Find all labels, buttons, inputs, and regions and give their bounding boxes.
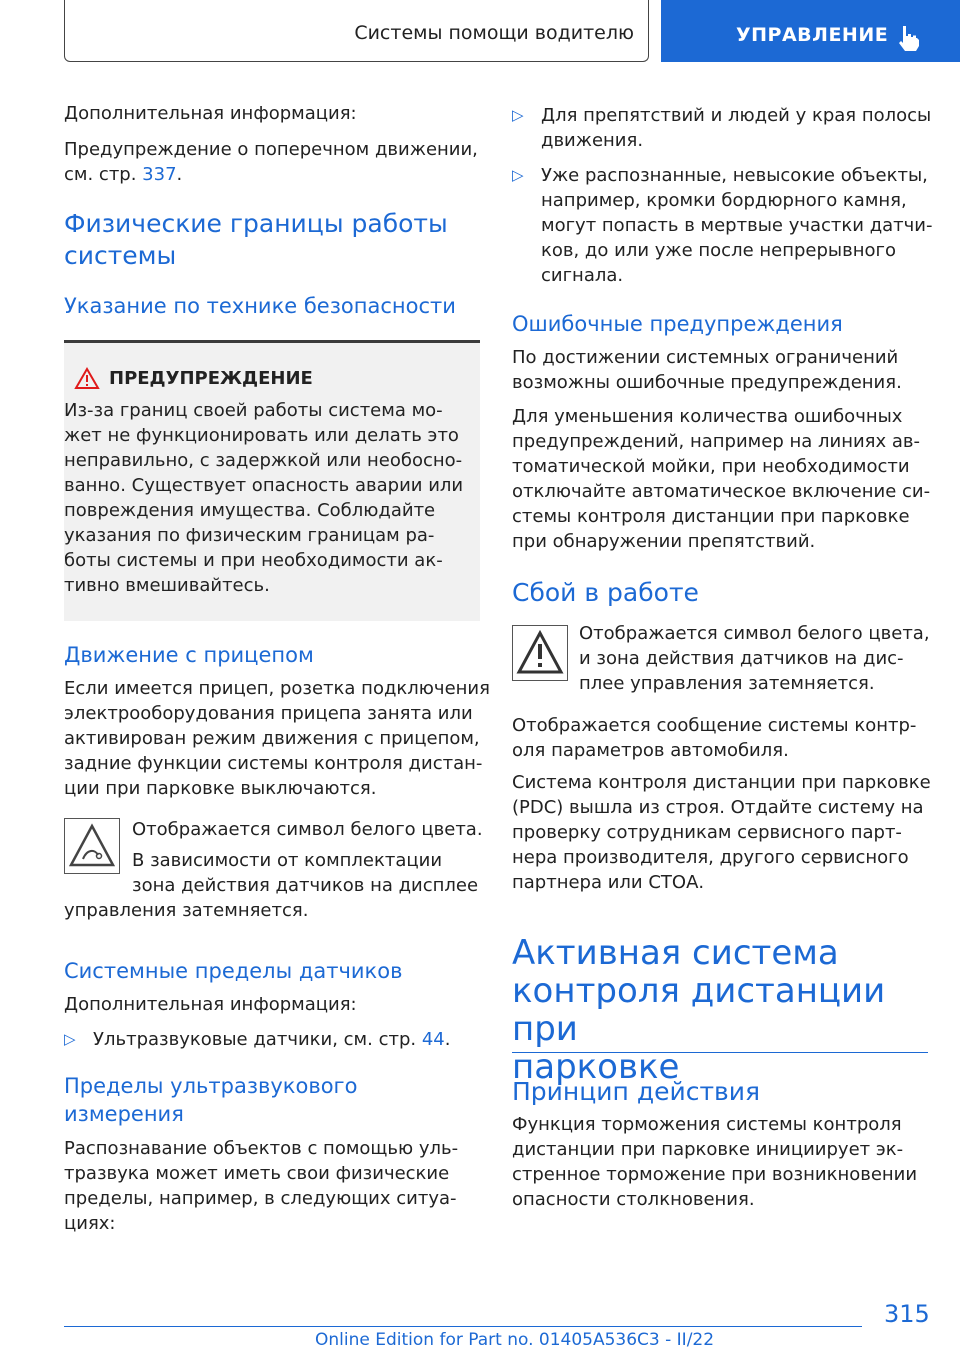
bullet-triangle-icon: ▷	[64, 1030, 76, 1048]
text-line: Система контроля дистанции при парковке	[512, 772, 931, 793]
intro-ref-end: .	[176, 164, 183, 185]
warning-line: указания по физическим границам ра-	[64, 525, 435, 546]
principle-paragraph	[512, 1112, 917, 1212]
intro-ref-text: см. стр.	[64, 164, 143, 185]
heading-safety-note: Указание по технике безопасности	[64, 294, 456, 318]
text-line: активирован режим движения с прицепом,	[64, 728, 480, 749]
warning-text	[64, 398, 463, 598]
heading-physical-limits-line-2: системы	[64, 241, 177, 270]
heading-false-warnings: Ошибочные предупреждения	[512, 312, 843, 336]
text-line: Если имеется прицеп, розетка подключения	[64, 678, 490, 699]
bullet-triangle-icon: ▷	[512, 166, 524, 184]
warning-line: жет не функционировать или делать это	[64, 425, 459, 446]
text-line: партнера или СТОА.	[512, 872, 705, 893]
intro-paragraph-1: Дополнительная информация:	[64, 103, 357, 124]
text-line: движения.	[541, 130, 644, 151]
header-section-title: Системы помощи водителю	[354, 22, 634, 44]
text-line: дистанции при парковке инициирует эк-	[512, 1139, 904, 1160]
warning-line: повреждения имущества. Соблюдайте	[64, 500, 436, 521]
text-line: ков, до или уже после непрерывного	[541, 240, 896, 261]
footer-rule	[64, 1326, 862, 1327]
text-line: предупреждений, например на линиях ав-	[512, 431, 920, 452]
trailer-paragraph	[64, 676, 490, 801]
intro-paragraph-2-line-1: Предупреждение о поперечном движении,	[64, 139, 478, 160]
heading-line: контроля дистанции при	[512, 971, 886, 1049]
text-line: Распознавание объектов с помощью уль-	[64, 1138, 459, 1159]
text-line: задние функции системы контроля дистан-	[64, 753, 483, 774]
heading-sensor-limits: Системные пределы датчиков	[64, 959, 403, 983]
trailer-warning-icon	[64, 818, 120, 874]
page-link-337[interactable]: 337	[142, 164, 177, 185]
bullet-triangle-icon: ▷	[512, 106, 524, 124]
malfunction-paragraph-2	[512, 713, 916, 763]
text-line: Уже распознанные, невысокие объекты,	[541, 165, 928, 186]
trailer-icon-text-1: Отображается символ белого цвета.	[132, 819, 483, 840]
page-number: 315	[884, 1300, 930, 1328]
hand-pointer-icon	[895, 24, 921, 52]
heading-underline	[512, 1052, 928, 1053]
header-section-tab	[64, 0, 649, 62]
warning-box	[64, 340, 480, 621]
warning-line: Из-за границ своей работы система мо-	[64, 400, 443, 421]
header-chapter-tab	[661, 0, 960, 62]
text-line: тразвука может иметь свои физические	[64, 1163, 450, 1184]
text-line: сигнала.	[541, 265, 624, 286]
header-chapter-title: УПРАВЛЕНИЕ	[736, 24, 889, 46]
text-line: плее управления затемняется.	[579, 673, 875, 694]
text-line: отключайте автоматическое включение си-	[512, 481, 931, 502]
heading-physical-limits-line-1: Физические границы работы	[64, 209, 448, 238]
warning-title: ПРЕДУПРЕЖДЕНИЕ	[109, 368, 313, 389]
text-line: нера производителя, другого сервисного	[512, 847, 909, 868]
sensor-bullet-end: .	[444, 1029, 451, 1050]
warning-line: боты системы и при необходимости ак-	[64, 550, 443, 571]
heading-operating-principle: Принцип действия	[512, 1077, 761, 1106]
heading-line: Активная система	[512, 933, 839, 973]
text-line: По достижении системных ограничений	[512, 347, 899, 368]
trailer-icon-text-2c: управления затемняется.	[64, 900, 309, 921]
text-line: и зона действия датчиков на дис-	[579, 648, 904, 669]
false-warnings-paragraph-2	[512, 404, 930, 554]
text-line: (PDC) вышла из строя. Отдайте систему на	[512, 797, 924, 818]
text-line: проверку сотрудникам сервисного парт-	[512, 822, 902, 843]
text-line: Отображается символ белого цвета,	[579, 623, 930, 644]
footer-edition: Online Edition for Part no. 01405A536C3 - II/22	[315, 1330, 715, 1350]
false-warnings-paragraph-1	[512, 345, 902, 395]
text-line: стемы контроля дистанции при парковке	[512, 506, 910, 527]
trailer-icon-text-2a: В зависимости от комплектации	[132, 850, 443, 871]
heading-trailer-driving: Движение с прицепом	[64, 643, 314, 667]
heading-line: парковке	[512, 1047, 680, 1087]
text-line: томатической мойки, при необходимости	[512, 456, 910, 477]
intro-paragraph-2-line-2	[64, 162, 182, 187]
ultrasonic-paragraph	[64, 1136, 458, 1236]
text-line: Для препятствий и людей у края полосы	[541, 105, 932, 126]
text-line: Для уменьшения количества ошибочных	[512, 406, 903, 427]
text-line: возможны ошибочные предупреждения.	[512, 372, 902, 393]
text-line: стренное торможение при возникновении	[512, 1164, 918, 1185]
malfunction-warning-icon	[512, 625, 568, 681]
heading-malfunction: Сбой в работе	[512, 578, 699, 607]
text-line: пределы, например, в следующих ситуа-	[64, 1188, 457, 1209]
text-line: опасности столкновения.	[512, 1189, 755, 1210]
warning-line: неправильно, с задержкой или необосно-	[64, 450, 463, 471]
warning-line: тивно вмешивайтесь.	[64, 575, 270, 596]
malfunction-paragraph-3	[512, 770, 931, 895]
text-line: циях:	[64, 1213, 116, 1234]
sensor-intro: Дополнительная информация:	[64, 994, 357, 1015]
heading-ultrasonic-line-1: Пределы ультразвукового	[64, 1074, 358, 1098]
trailer-icon-text-2b: зона действия датчиков на дисплее	[132, 875, 479, 896]
text-line: могут попасть в мертвые участки датчи-	[541, 215, 933, 236]
sensor-bullet-text: Ультразвуковые датчики, см. стр.	[93, 1029, 422, 1050]
malfunction-icon-text	[579, 621, 930, 696]
text-line: ции при парковке выключаются.	[64, 778, 377, 799]
text-line: электрооборудования прицепа занята или	[64, 703, 473, 724]
heading-active-pdc	[512, 934, 960, 1086]
text-line: Функция торможения системы контроля	[512, 1114, 902, 1135]
text-line: например, кромки бордюрного камня,	[541, 190, 907, 211]
heading-ultrasonic-line-2: измерения	[64, 1102, 184, 1126]
page-link-44[interactable]: 44	[421, 1029, 445, 1050]
text-line: при обнаружении препятствий.	[512, 531, 816, 552]
warning-line: ванно. Существует опасность аварии или	[64, 475, 464, 496]
text-line: Отображается сообщение системы контр-	[512, 715, 917, 736]
text-line: оля параметров автомобиля.	[512, 740, 789, 761]
warning-triangle-icon	[74, 367, 100, 390]
